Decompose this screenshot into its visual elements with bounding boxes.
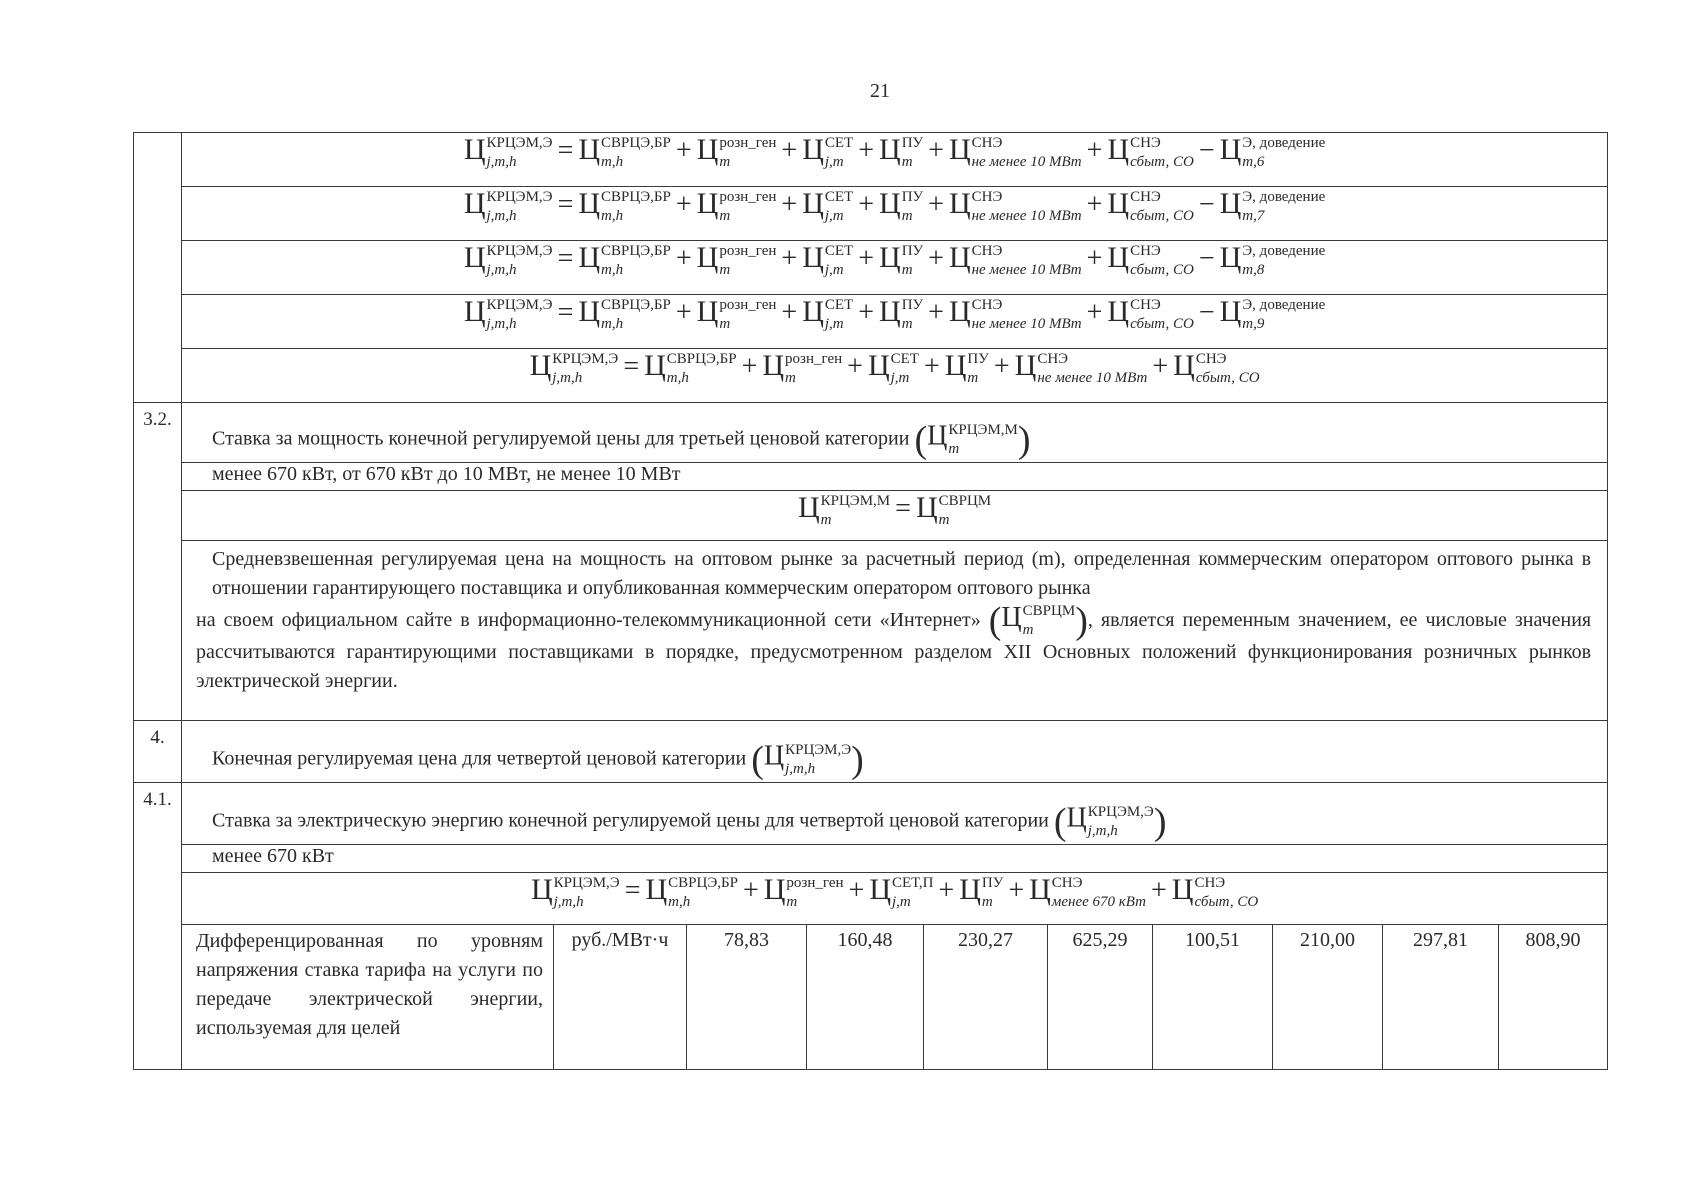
- section-title: Конечная регулируемая цена для четвертой ценовой категории (Ц КРЦЭМ,Э j,m,h ): [182, 721, 1608, 783]
- description-row: [134, 541, 1608, 721]
- formula-row: [134, 349, 1608, 403]
- section-row: [134, 783, 1608, 845]
- value-cell: 160,48: [807, 925, 924, 1070]
- formula: Ц КРЦЭМ,Э j,m,h = Ц СВРЦЭ,БР m,h + Ц розн_ген m + Ц СЕТ j,m + Ц ПУ m + Ц СНЭ не менее 10 МВт + Ц СНЭ сбыт, СО − Ц Э, доведение m,6: [182, 133, 1608, 187]
- formula: Ц КРЦЭМ,Э j,m,h = Ц СВРЦЭ,БР m,h + Ц розн_ген m + Ц СЕТ,П j,m + Ц ПУ m + Ц СНЭ менее 670 кВт + Ц СНЭ сбыт, СО: [182, 873, 1608, 925]
- formula: Ц КРЦЭМ,Э j,m,h = Ц СВРЦЭ,БР m,h + Ц розн_ген m + Ц СЕТ j,m + Ц ПУ m + Ц СНЭ не менее 10 МВт + Ц СНЭ сбыт, СО − Ц Э, доведение m,7: [182, 187, 1608, 241]
- description-paragraph: Средневзвешенная регулируемая цена на мощность на оптовом рынке за расчетный период (m), определенная коммерческим оператором оптового рынка в отношении гарантирующего поставщика и опубликованная коммерческим оператором оптового рынка на своем официальном сайте в информационно-телекоммуникационной сети «Интернет» (Ц СВРЦМ m ), является переменным значением, ее числовые значения рассчитываются гарантирующими поставщиками в порядке, предусмотренном разделом XII Основных положений функционирования розничных рынков электрической энергии.: [182, 541, 1608, 721]
- formula-row: [134, 187, 1608, 241]
- section-subtitle: менее 670 кВт, от 670 кВт до 10 МВт, не менее 10 МВт: [182, 463, 1608, 491]
- row-number: 3.2.: [134, 403, 182, 721]
- row-number: 4.1.: [134, 783, 182, 1070]
- formula-row: [134, 873, 1608, 925]
- section-row: [134, 721, 1608, 783]
- formula: Ц КРЦЭМ,М m = Ц СВРЦМ m: [182, 491, 1608, 541]
- section-title: Ставка за мощность конечной регулируемой цены для третьей ценовой категории (Ц КРЦЭМ,М m ): [182, 403, 1608, 463]
- section-subtitle: менее 670 кВт: [182, 845, 1608, 873]
- row-number: 4.: [134, 721, 182, 783]
- value-cell: 808,90: [1499, 925, 1608, 1070]
- formula-row: [134, 295, 1608, 349]
- rate-label: Дифференцированная по уровням напряжения ставка тарифа на услуги по передаче электрической энергии, используемая для целей: [182, 925, 554, 1070]
- formula: Ц КРЦЭМ,Э j,m,h = Ц СВРЦЭ,БР m,h + Ц розн_ген m + Ц СЕТ j,m + Ц ПУ m + Ц СНЭ не менее 10 МВт + Ц СНЭ сбыт, СО − Ц Э, доведение m,8: [182, 241, 1608, 295]
- value-cell: 625,29: [1048, 925, 1153, 1070]
- value-cell: 210,00: [1273, 925, 1383, 1070]
- value-cell: 297,81: [1383, 925, 1499, 1070]
- section-row: [134, 403, 1608, 463]
- section-subtitle-row: [134, 463, 1608, 491]
- formula-row: [134, 241, 1608, 295]
- formula: Ц КРЦЭМ,Э j,m,h = Ц СВРЦЭ,БР m,h + Ц розн_ген m + Ц СЕТ j,m + Ц ПУ m + Ц СНЭ не менее 10 МВт + Ц СНЭ сбыт, СО − Ц Э, доведение m,9: [182, 295, 1608, 349]
- section-subtitle-row: [134, 845, 1608, 873]
- formula-row: [134, 133, 1608, 187]
- value-cell: 78,83: [687, 925, 807, 1070]
- table-row: [134, 925, 1608, 1070]
- value-cell: 100,51: [1153, 925, 1273, 1070]
- tariff-table: [133, 132, 1608, 1070]
- section-title: Ставка за электрическую энергию конечной регулируемой цены для четвертой ценовой категории (Ц КРЦЭМ,Э j,m,h ): [182, 783, 1608, 845]
- formula-row: [134, 491, 1608, 541]
- value-cell: 230,27: [924, 925, 1048, 1070]
- page-number: 21: [870, 80, 890, 102]
- formula: Ц КРЦЭМ,Э j,m,h = Ц СВРЦЭ,БР m,h + Ц розн_ген m + Ц СЕТ j,m + Ц ПУ m + Ц СНЭ не менее 10 МВт + Ц СНЭ сбыт, СО: [182, 349, 1608, 403]
- unit-cell: руб./МВт·ч: [554, 925, 687, 1070]
